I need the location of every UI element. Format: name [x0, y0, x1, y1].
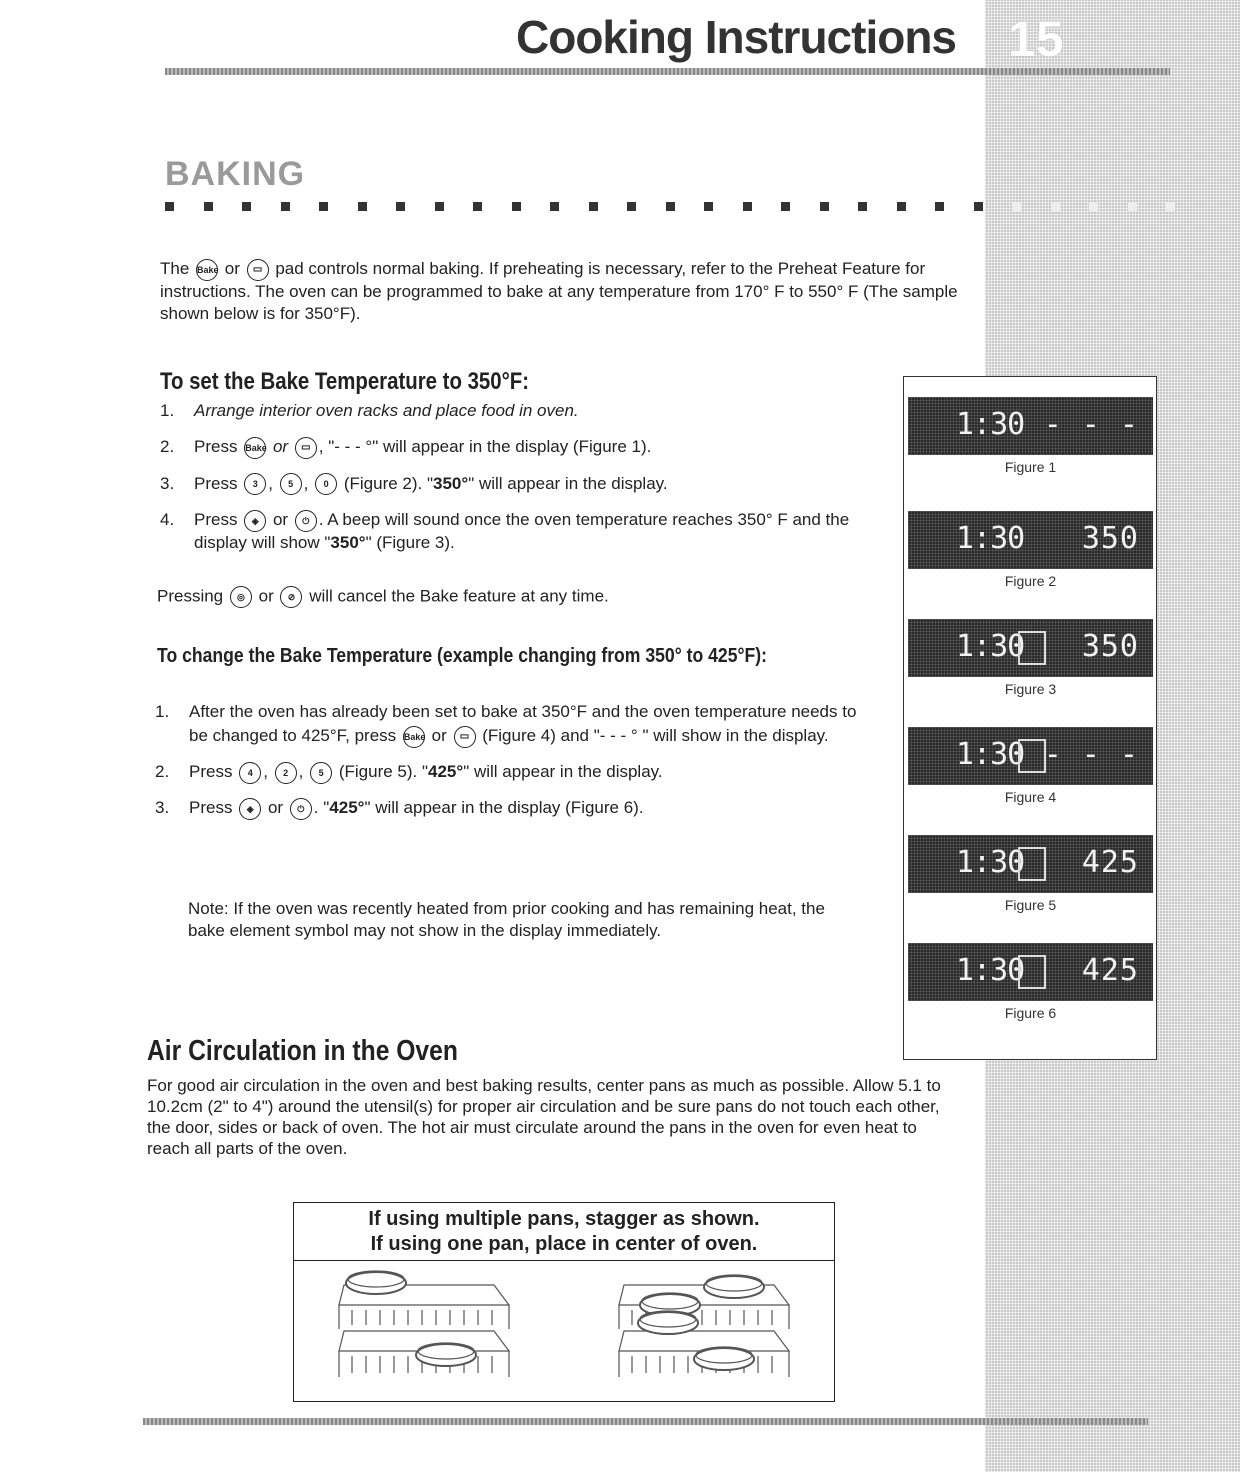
page-title: Cooking Instructions	[516, 11, 956, 63]
oven-display: 1:30 - - -	[908, 727, 1153, 785]
list-item: 3. Press ◈ or ⏻ . "425°" will appear in the display (Figure 6).	[155, 796, 875, 820]
bake-element-icon	[1018, 847, 1046, 881]
figure-2	[908, 511, 1153, 589]
note-text: Note: If the oven was recently heated from prior cooking and has remaining heat, the bake element symbol may not show in the display immediately.	[188, 899, 825, 940]
start-pad-icon: ⏻	[290, 798, 312, 820]
figure-caption: Figure 4	[1004, 789, 1057, 805]
bake-pad-icon: ▭	[295, 437, 317, 459]
bake-key-icon: Bake	[244, 437, 266, 459]
bake-pad-icon: ▭	[247, 259, 269, 281]
set-temp-heading: To set the Bake Temperature to 350°F:	[160, 368, 530, 395]
air-circulation-heading: Air Circulation in the Oven	[147, 1035, 458, 1067]
bake-key-icon: Bake	[403, 726, 425, 748]
oven-display: 1:30 425	[908, 943, 1153, 1001]
change-temp-heading: To change the Bake Temperature (example changing from 350° to 425°F):	[157, 645, 768, 667]
set-temp-steps	[160, 400, 880, 568]
pan-placement-heading: If using multiple pans, stagger as shown. If using one pan, place in center of oven.	[294, 1203, 834, 1261]
air-circulation-text: For good air circulation in the oven and best baking results, center pans as much as possible. Allow 5.1 to 10.2cm (2" to 4") around the utensil(s) for proper air circulation and be sure pans do not touch each other, the door, sides or back of oven. The hot air must circulate around the pans in the oven for even heat to reach all parts of the oven.	[147, 1076, 941, 1158]
number-key-icon: 5	[310, 762, 332, 784]
header-rule	[165, 68, 1170, 75]
start-key-icon: ◈	[239, 798, 261, 820]
dot-divider	[165, 202, 1175, 214]
start-key-icon: ◈	[244, 510, 266, 532]
start-pad-icon: ⏻	[295, 510, 317, 532]
bake-element-icon	[1018, 955, 1046, 989]
page-number: 15	[1008, 11, 1064, 67]
list-item: 1. Arrange interior oven racks and place food in oven.	[160, 401, 579, 420]
number-key-icon: 5	[280, 473, 302, 495]
number-key-icon: 2	[275, 762, 297, 784]
cancel-pad-icon: ⊘	[280, 586, 302, 608]
list-item: 2. Press 4 , 2 , 5 (Figure 5). "425°" will appear in the display.	[155, 760, 875, 784]
change-temp-steps	[155, 700, 875, 832]
rack-diagram-multiple	[339, 1271, 509, 1377]
oven-display: 1:30 - - -	[908, 397, 1153, 455]
figure-caption: Figure 1	[1004, 459, 1057, 475]
section-title: BAKING	[165, 155, 306, 193]
oven-display: 1:30 350	[908, 511, 1153, 569]
rack-illustration	[294, 1265, 834, 1399]
list-item: 1. After the oven has already been set to bake at 350°F and the oven temperature needs to be changed to 425°F, press Bake or ▭ (Figure 4) and "- - - ° " will show in the display.	[155, 700, 875, 748]
figure-1	[908, 397, 1153, 475]
bake-element-icon	[1018, 631, 1046, 665]
figure-6	[908, 943, 1153, 1021]
number-key-icon: 0	[315, 473, 337, 495]
list-item: 4. Press ◈ or ⏻ . A beep will sound once the oven temperature reaches 350° F and the display will show "350°" (Figure 3).	[160, 510, 850, 552]
figure-caption: Figure 2	[1004, 573, 1057, 589]
bake-pad-icon: ▭	[454, 726, 476, 748]
figure-caption: Figure 3	[1004, 681, 1057, 697]
pan-placement-box	[293, 1202, 835, 1402]
bake-element-icon	[1018, 739, 1046, 773]
figure-caption: Figure 5	[1004, 897, 1057, 913]
bake-key-icon: Bake	[196, 259, 218, 281]
cancel-key-icon: ◎	[230, 586, 252, 608]
figure-3	[908, 619, 1153, 697]
cancel-instruction: Pressing ◎ or ⊘ will cancel the Bake feature at any time.	[157, 586, 609, 608]
rack-diagram-single	[619, 1275, 789, 1377]
intro-paragraph: The Bake or ▭ pad controls normal baking. If preheating is necessary, refer to the Preheat Feature for instructions. The oven can be programmed to bake at any temperature from 170° F to 550° F (The sample shown below is for 350°F).	[160, 259, 958, 323]
list-item: 2. Press Bake or ▭ , "- - - °" will appear in the display (Figure 1).	[160, 436, 880, 459]
list-item: 3. Press 3 , 5 , 0 (Figure 2). "350°" will appear in the display.	[160, 473, 880, 496]
oven-display: 1:30 425	[908, 835, 1153, 893]
figure-caption: Figure 6	[1004, 1005, 1057, 1021]
footer-rule	[143, 1418, 1148, 1425]
number-key-icon: 4	[239, 762, 261, 784]
figure-4	[908, 727, 1153, 805]
oven-display: 1:30 350	[908, 619, 1153, 677]
number-key-icon: 3	[244, 473, 266, 495]
display-figures-panel	[903, 376, 1157, 1060]
figure-5	[908, 835, 1153, 913]
